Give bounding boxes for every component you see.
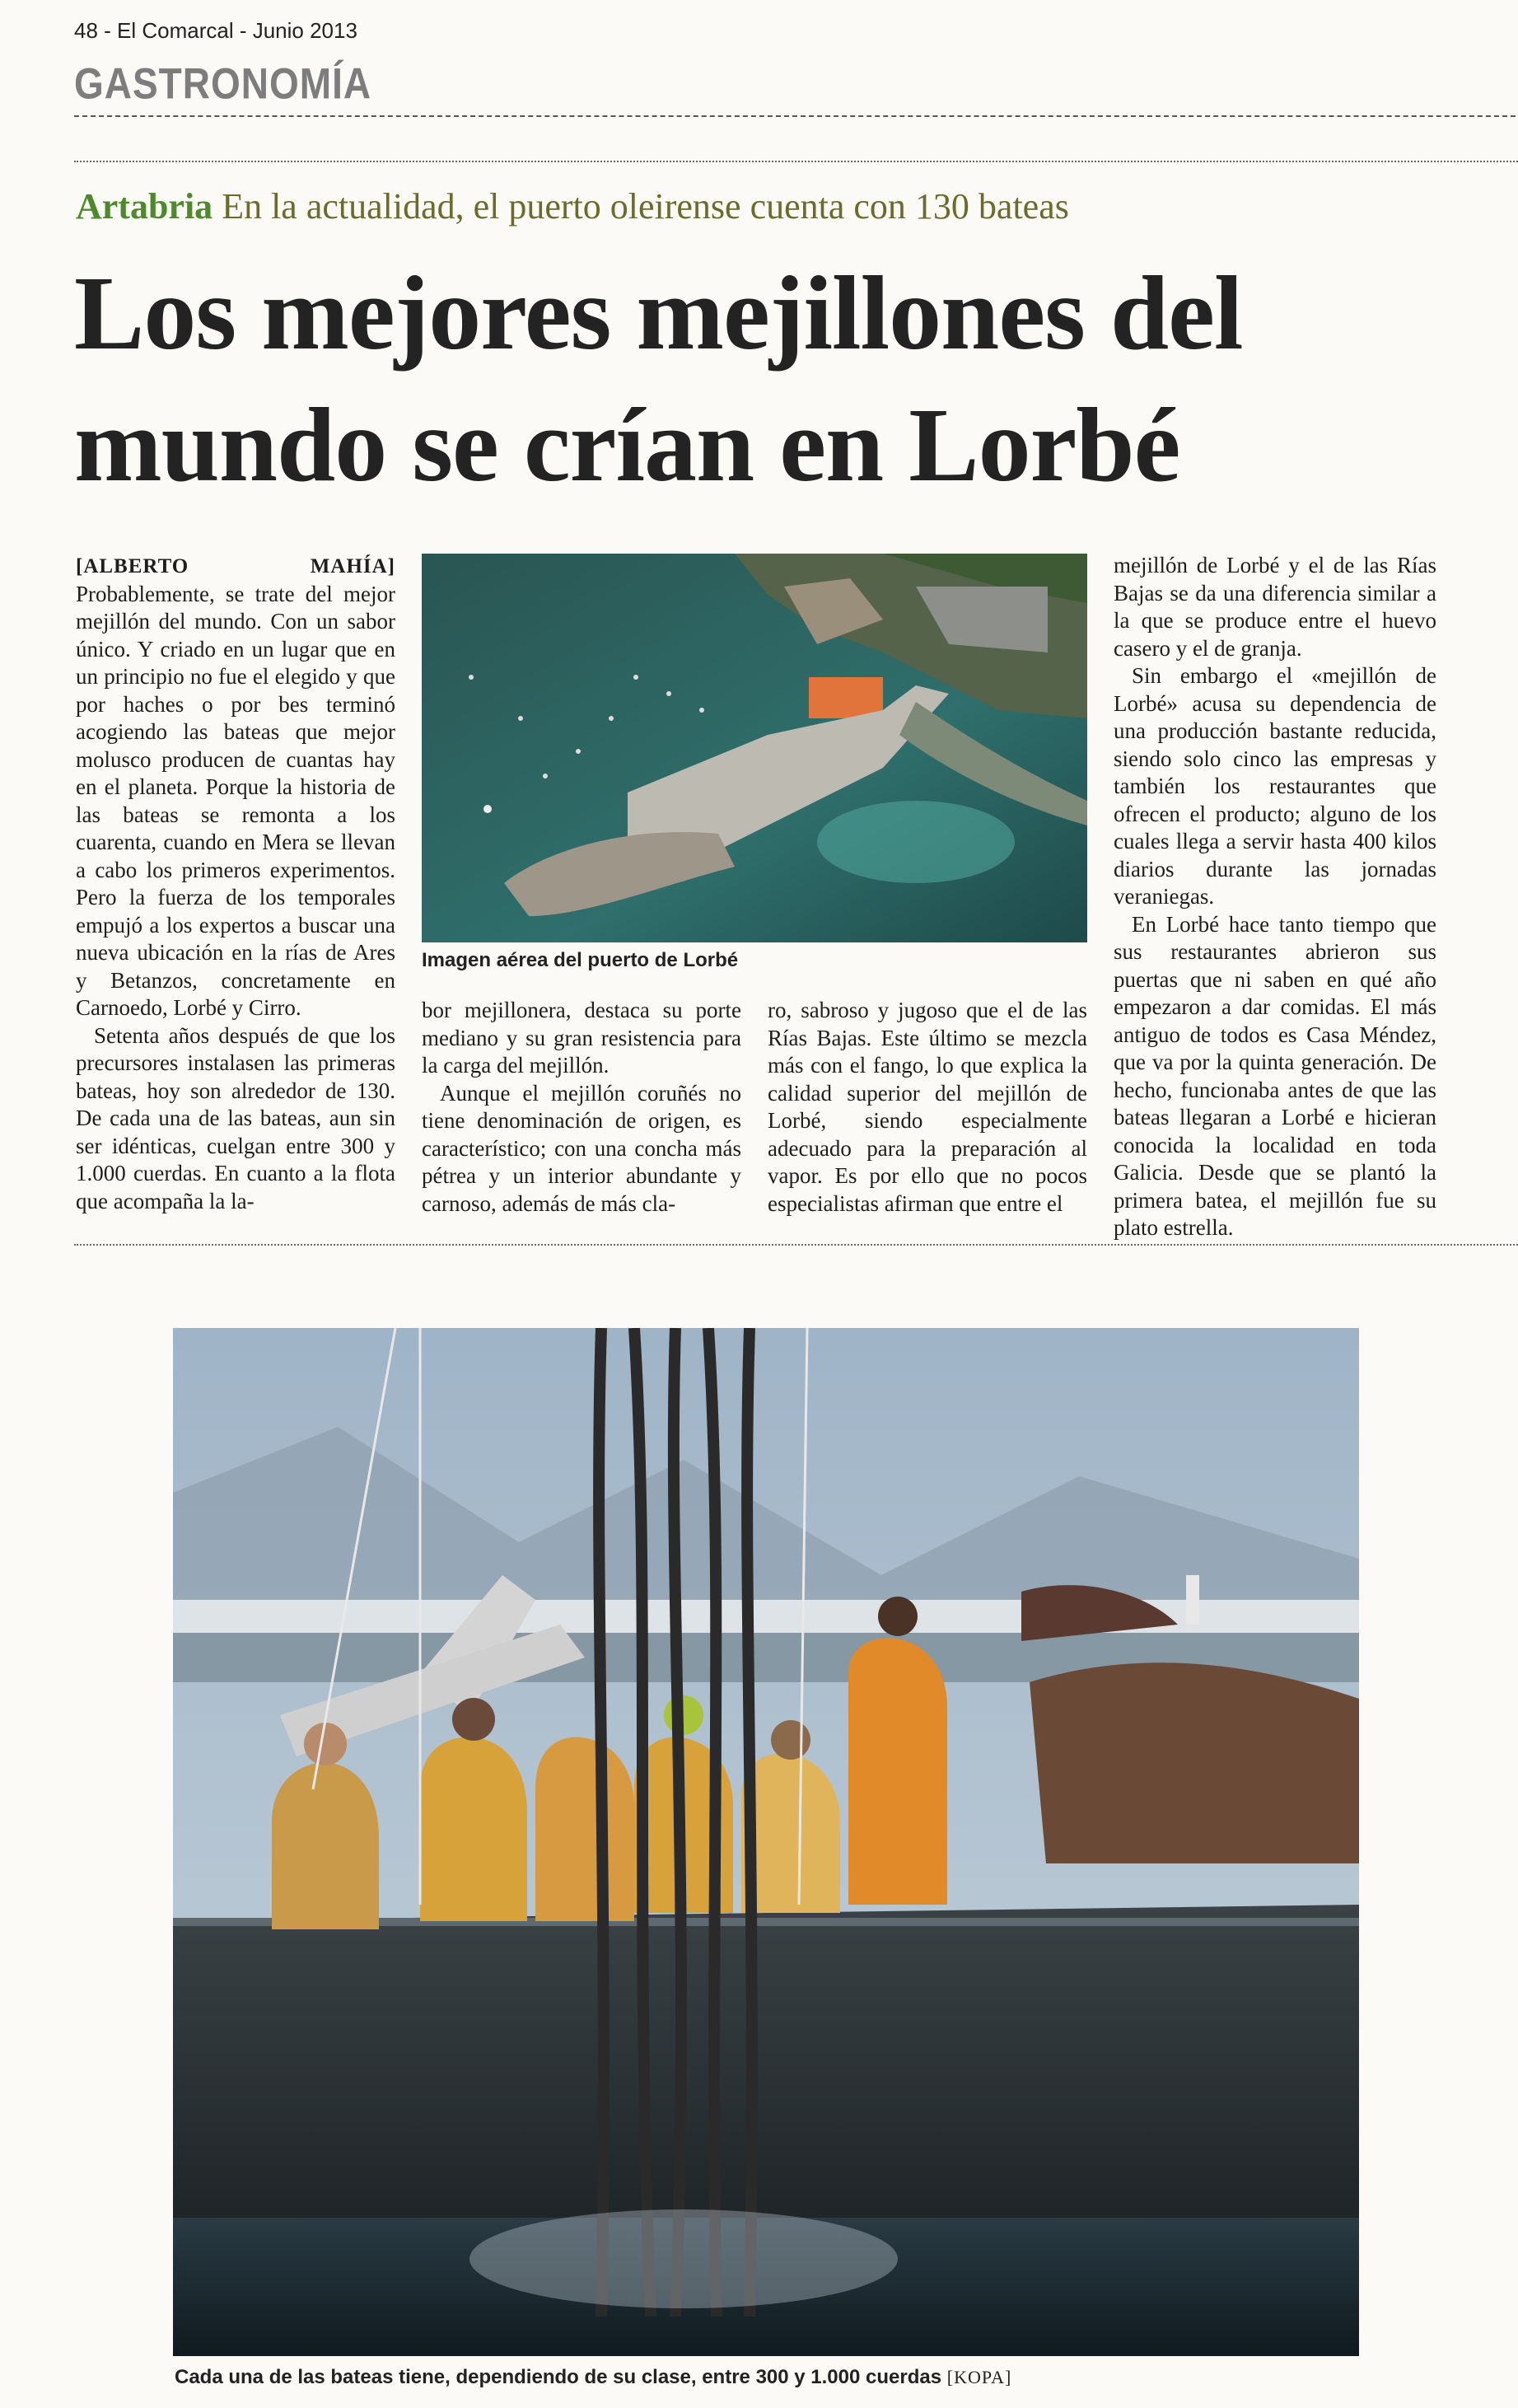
main-photo bbox=[173, 1328, 1359, 2356]
main-photo-caption-text: Cada una de las bateas tiene, dependiendo de su clase, entre 300 y 1.000 cuerdas bbox=[175, 2366, 942, 2388]
kicker-top-rule bbox=[74, 161, 1518, 162]
section-title: GASTRONOMÍA bbox=[74, 58, 372, 108]
paragraph: Aunque el mejillón coruñés no tiene denominación de origen, es característico; con una concha más pétrea y un interior abundante y carnoso, además de más cla- bbox=[422, 1080, 741, 1216]
headline-line-1: Los mejores mejillones del bbox=[74, 255, 1243, 372]
byline: [ALBERTO MAHÍA] bbox=[76, 555, 395, 577]
page-folio: 48 - El Comarcal - Junio 2013 bbox=[74, 18, 357, 43]
headline-line-2: mundo se crían en Lorbé bbox=[74, 386, 1180, 503]
header-rule bbox=[74, 115, 1518, 117]
kicker-text: En la actualidad, el puerto oleirense cuenta con 130 bateas bbox=[213, 186, 1069, 227]
paragraph-text: Probablemente, se trate del mejor mejillón del mundo. Con un sabor único. Y criado en un lugar que en un principio no fue el elegido y que por haches o por bes terminó acogiendo las bateas que mejor molusco producen de cuantas hay en el planeta. Porque la historia de las bateas se remonta a los cuarenta, cuando en Mera se llevan a cabo los primeros experimentos. Pero la fuerza de los temporales empujó a los expertos a buscar una nueva ubicación en la rías de Ares y Betanzos, concretamente en Carnoedo, Lorbé y Cirro. bbox=[76, 581, 395, 1020]
article-column-4 bbox=[1114, 552, 1436, 1242]
aerial-photo bbox=[422, 554, 1087, 942]
paragraph: Sin embargo el «mejillón de Lorbé» acusa su dependencia de una producción bastante reducida, siendo solo cinco las empresas y también los restaurantes que ofrecen el producto; alguno de los cuales llega a servir hasta 400 kilos diarios durante las jornadas veraniegas. bbox=[1114, 663, 1436, 909]
paragraph: ro, sabroso y jugoso que el de las Rías Bajas. Este último se mezcla más con el fango, lo que explica la calidad superior del mejillón de Lorbé, siendo especialmente adecuado para la preparación al vapor. Es por ello que no pocos especialistas afirman que entre el bbox=[768, 998, 1087, 1216]
main-photo-caption bbox=[175, 2366, 1011, 2389]
paragraph bbox=[76, 552, 395, 1022]
aerial-photo-image bbox=[422, 554, 1087, 942]
paragraph: mejillón de Lorbé y el de las Rías Bajas se da una diferencia similar a la que se produce entre el huevo casero y el de granja. bbox=[1114, 553, 1436, 661]
article-column-1 bbox=[76, 552, 395, 1215]
article-column-3 bbox=[768, 997, 1087, 1218]
main-photo-image bbox=[173, 1328, 1359, 2356]
paragraph: Setenta años después de que los precursores instalasen las primeras bateas, hoy son alrededor de 130. De cada una de las bateas, aun sin ser idénticas, cuelgan entre 300 y 1.000 cuerdas. En cuanto a la flota que acompaña la la- bbox=[76, 1022, 395, 1213]
photo-credit: [KOPA] bbox=[946, 2367, 1012, 2387]
article-bottom-rule bbox=[74, 1244, 1518, 1246]
aerial-photo-caption: Imagen aérea del puerto de Lorbé bbox=[422, 949, 739, 971]
paragraph: En Lorbé hace tanto tiempo que sus restaurantes abrieron sus puertas que ni saben en qué año empezaron a dar comidas. El más antiguo de todos es Casa Méndez, que va por la quinta generación. De hecho, funcionaba antes de que las bateas llegaran a Lorbé e hicieran conocida la localidad en toda Galicia. Desde que se plantó la primera batea, el mejillón fue su plato estrella. bbox=[1114, 911, 1436, 1240]
kicker bbox=[76, 185, 1069, 227]
article-column-2 bbox=[422, 997, 741, 1218]
paragraph: bor mejillonera, destaca su porte mediano y su gran resistencia para la carga del mejillón. bbox=[422, 998, 741, 1078]
headline bbox=[74, 247, 1310, 511]
kicker-tag: Artabria bbox=[76, 186, 213, 227]
